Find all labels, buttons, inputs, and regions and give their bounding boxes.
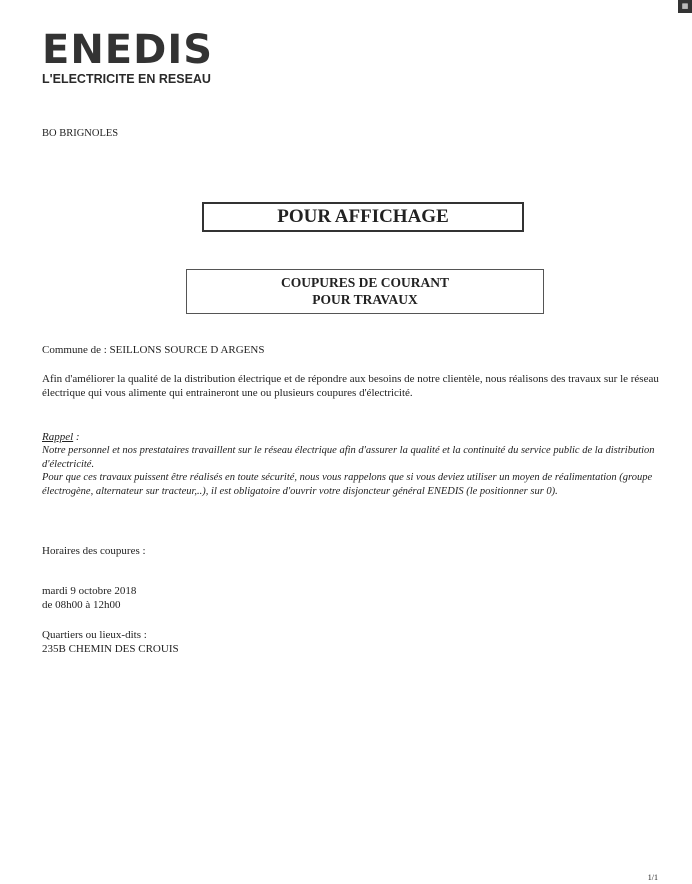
rappel-title: Rappel (42, 431, 74, 443)
logo-tagline: L'ELECTRICITE EN RESEAU (42, 72, 211, 86)
main-title-box (202, 202, 524, 232)
outage-date: mardi 9 octobre 2018 (42, 585, 137, 597)
page-number: 1/1 (647, 873, 658, 882)
outage-hours: de 08h00 à 12h00 (42, 599, 121, 611)
main-title: POUR AFFICHAGE (277, 206, 449, 227)
enedis-logo: ENEDIS (42, 27, 214, 73)
rappel-heading (42, 430, 80, 444)
subtitle-box (186, 269, 544, 314)
subtitle-line-2: POUR TRAVAUX (312, 292, 418, 307)
scan-mark-icon: ▦ (678, 0, 692, 13)
intro-paragraph: Afin d'améliorer la qualité de la distribution électrique et de répondre aux besoins de notre clientèle, nous réalisons des travaux sur le réseau électrique qui vous alimente qui entraineront une ou plusieurs coupures d'électricité. (42, 373, 659, 399)
commune-line: Commune de : SEILLONS SOURCE D ARGENS (42, 344, 265, 356)
agency-name: BO BRIGNOLES (42, 128, 119, 139)
quartiers-label: Quartiers ou lieux-dits : (42, 629, 147, 641)
rappel-paragraph-2: Pour que ces travaux puissent être réalisés en toute sécurité, nous vous rappelons que si vous deviez utiliser un moyen de réalimentation (groupe électrogène, alternateur sur tracteur,..), il est obligatoire d'ouvrir votre disjoncteur général ENEDIS (le positionner sur 0). (42, 472, 653, 497)
outage-address: 235B CHEMIN DES CROUIS (42, 643, 179, 655)
rappel-text (42, 444, 662, 498)
horaires-label: Horaires des coupures : (42, 545, 146, 557)
rappel-colon: : (73, 431, 80, 443)
subtitle-line-1: COUPURES DE COURANT (280, 275, 449, 290)
rappel-paragraph-1: Notre personnel et nos prestataires travaillent sur le réseau électrique afin d'assurer la qualité et la continuité du service public de la distribution d'électricité. (42, 445, 655, 470)
